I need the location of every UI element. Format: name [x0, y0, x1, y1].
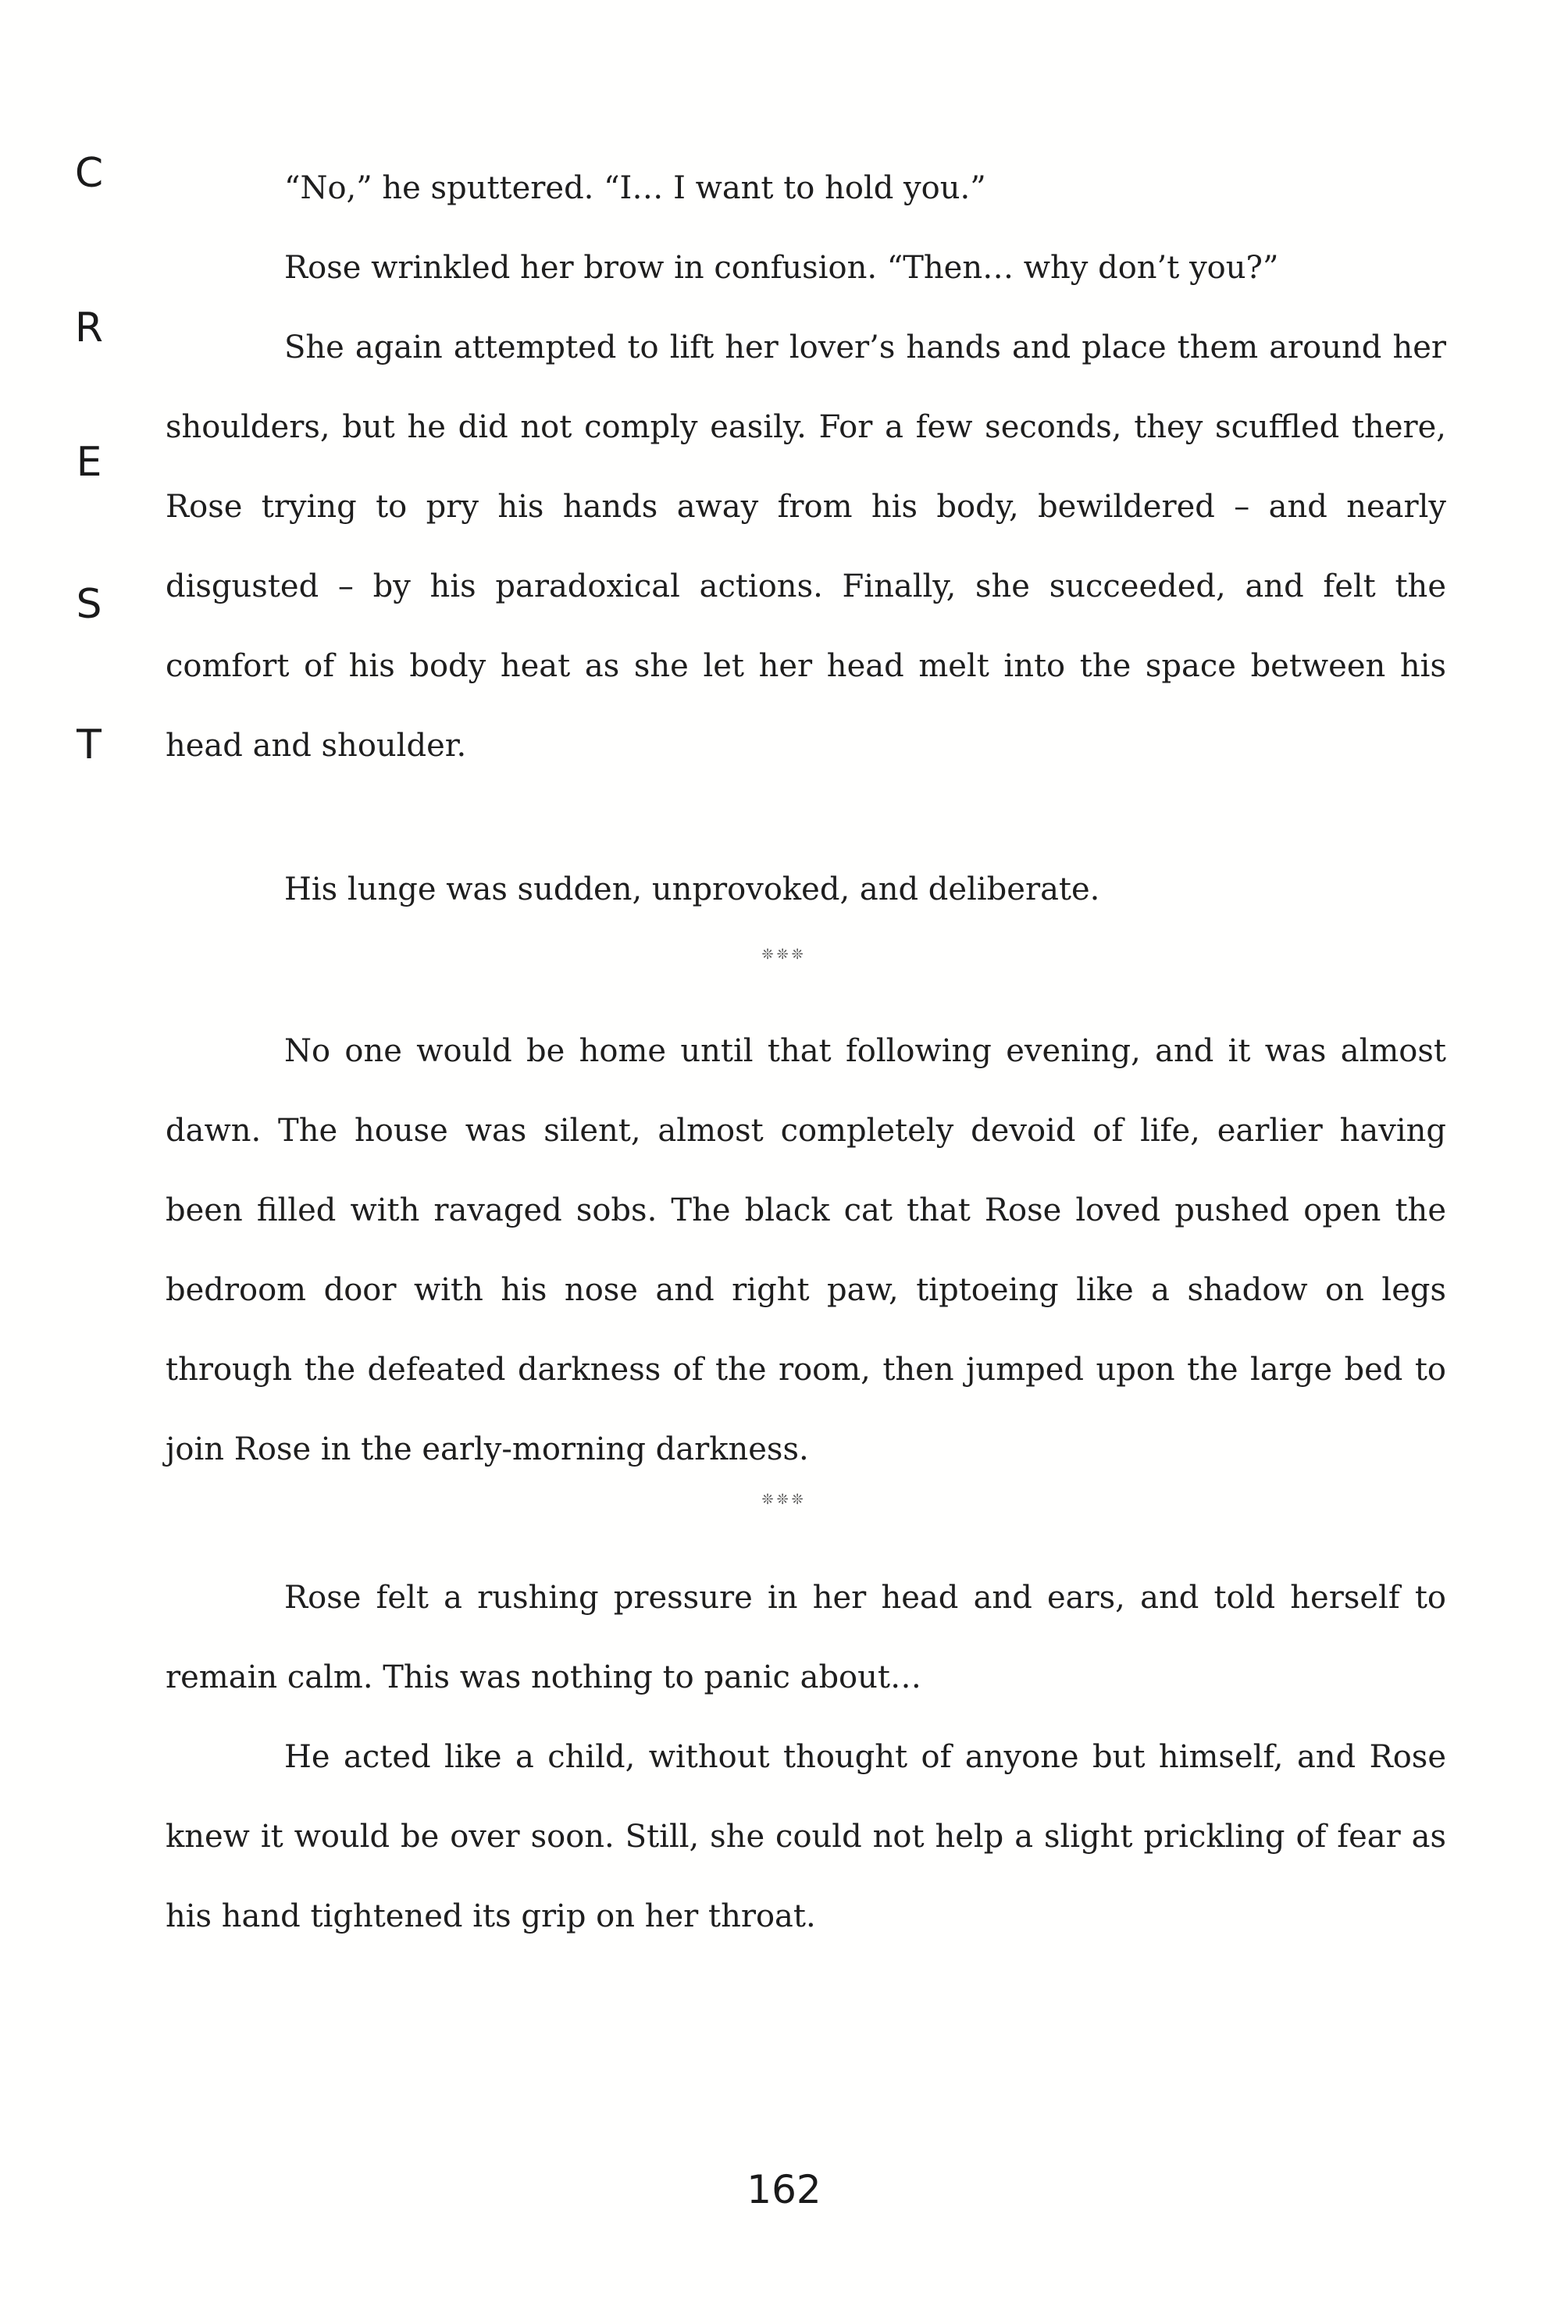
- sidebar-letter-r: R: [74, 305, 104, 351]
- page-number: 162: [747, 2167, 821, 2212]
- paragraph: His lunge was sudden, unprovoked, and deliberate.: [284, 872, 1100, 907]
- text-block-c: [166, 1011, 1446, 1489]
- sidebar-letter-s: S: [76, 581, 102, 628]
- paragraph: No one would be home until that following evening, and it was almost dawn. The house was silent, almost completely devoid of life, earlier having been filled with ravaged sobs. The black cat that Rose loved pushed open the bedroom door with his nose and right paw, tiptoeing like a shadow on legs through the defeated darkness of the room, then jumped upon the large bed to join Rose in the early-morning darkness.: [166, 1033, 1446, 1467]
- text-block-a: [166, 148, 1446, 786]
- sidebar-letter-t: T: [77, 722, 102, 768]
- sidebar-letter-e: E: [76, 439, 102, 486]
- text-block-d: [166, 1558, 1446, 1956]
- scene-separator-1: ❊❊❊: [761, 946, 807, 963]
- sidebar-letter-c: C: [74, 150, 104, 197]
- paragraph: She again attempted to lift her lover’s hands and place them around her shoulders, but he did not comply easily. For a few seconds, they scuffled there, Rose trying to pry his hands away from his body, bewildered – and nearly disgusted – by his paradoxical actions. Finally, she succeeded, and felt the comfort of his body heat as she let her head melt into the space between his head and shoulder.: [166, 330, 1446, 764]
- paragraph: Rose wrinkled her brow in confusion. “Then… why don’t you?”: [284, 250, 1279, 286]
- text-block-b: [166, 850, 1446, 929]
- paragraph: “No,” he sputtered. “I… I want to hold you.”: [284, 170, 986, 206]
- paragraph: Rose felt a rushing pressure in her head and ears, and told herself to remain calm. This was nothing to panic about…: [166, 1580, 1446, 1695]
- paragraph: He acted like a child, without thought of anyone but himself, and Rose knew it would be over soon. Still, she could not help a slight prickling of fear as his hand tightened its grip on her throat.: [166, 1739, 1446, 1934]
- scene-separator-2: ❊❊❊: [761, 1492, 807, 1508]
